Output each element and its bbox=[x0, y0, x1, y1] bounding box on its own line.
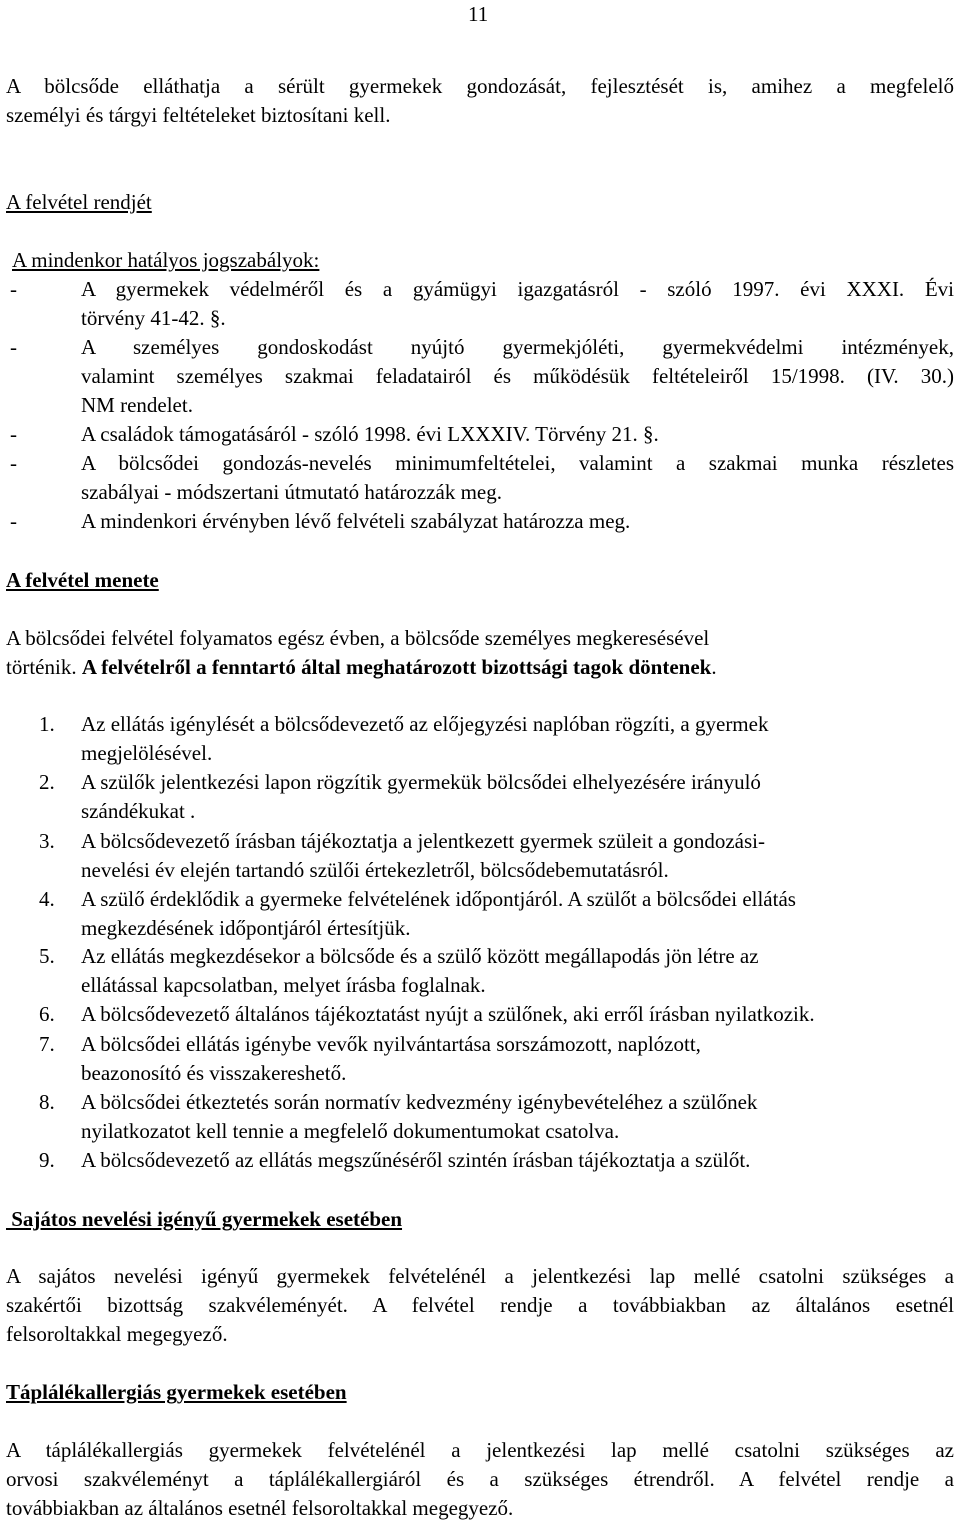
step-line: A szülők jelentkezési lapon rögzítik gyermekük bölcsődei elhelyezésére irányuló bbox=[81, 770, 761, 794]
step-number: 8. bbox=[39, 1090, 55, 1114]
heading-text: A felvétel menete bbox=[6, 568, 159, 592]
list-item bbox=[6, 275, 954, 333]
paragraph-line: orvosi szakvéleményt a táplálékallergiáról és a szükséges étrendről. A felvétel rendje a bbox=[6, 1467, 954, 1491]
section-heading-felvetel-menete bbox=[6, 566, 954, 595]
subheading-text: A mindenkor hatályos jogszabályok: bbox=[12, 248, 320, 272]
list-item-line: valamint személyes szakmai feladatairól és működésük feltételeiről 15/1998. (IV. 30.) bbox=[81, 364, 954, 388]
step-line: szándékukat . bbox=[81, 799, 196, 823]
step-line: A bölcsődei étkeztetés során normatív kedvezmény igénybevételéhez a szülőnek bbox=[81, 1090, 758, 1114]
numbered-step bbox=[6, 1000, 954, 1029]
list-item bbox=[6, 420, 954, 449]
sajatos-nevelesi-paragraph bbox=[6, 1262, 954, 1349]
paragraph-line bbox=[6, 653, 954, 682]
felvetel-menete-paragraph bbox=[6, 624, 954, 682]
step-number: 1. bbox=[39, 712, 55, 736]
step-line: nevelési év elején tartandó szülői értekezletről, bölcsődebemutatásról. bbox=[81, 858, 669, 882]
step-line: Az ellátás megkezdésekor a bölcsőde és a szülő között megállapodás jön létre az bbox=[81, 944, 759, 968]
heading-text: A felvétel rendjét bbox=[6, 190, 152, 214]
intro-paragraph bbox=[6, 72, 954, 130]
list-dash: - bbox=[10, 509, 17, 533]
step-line: megkezdésének időpontjáról értesítjük. bbox=[81, 916, 411, 940]
numbered-step bbox=[6, 885, 954, 943]
heading-text: Táplálékallergiás gyermekek esetében bbox=[6, 1380, 347, 1404]
step-number: 3. bbox=[39, 829, 55, 853]
step-line: nyilatkozatot kell tennie a megfelelő dokumentumokat csatolva. bbox=[81, 1119, 620, 1143]
step-line: megjelölésével. bbox=[81, 741, 213, 765]
step-line: A bölcsődevezető általános tájékoztatást nyújt a szülőnek, aki erről írásban nyilatkozik. bbox=[81, 1002, 815, 1026]
numbered-step bbox=[6, 1088, 954, 1146]
list-item-line: NM rendelet. bbox=[81, 393, 193, 417]
list-item bbox=[6, 449, 954, 507]
step-number: 2. bbox=[39, 770, 55, 794]
intro-line-2: személyi és tárgyi feltételeket biztosítani kell. bbox=[6, 103, 391, 127]
paragraph-line: szakértői bizottság szakvéleményét. A felvétel rendje a továbbiakban az általános esetnél bbox=[6, 1293, 954, 1317]
section-heading-felvetel-rendje bbox=[6, 188, 954, 217]
paragraph-line: továbbiakban az általános esetnél felsoroltakkal megegyező. bbox=[6, 1496, 514, 1520]
list-item-line: A mindenkori érvényben lévő felvételi szabályzat határozza meg. bbox=[81, 509, 631, 533]
section-heading-taplalekallergias bbox=[6, 1378, 954, 1407]
paragraph-line: A táplálékallergiás gyermekek felvételénél a jelentkezési lap mellé csatolni szükséges az bbox=[6, 1438, 954, 1462]
step-line: Az ellátás igénylését a bölcsődevezető az előjegyzési naplóban rögzíti, a gyermek bbox=[81, 712, 769, 736]
numbered-step bbox=[6, 710, 954, 768]
step-line: A bölcsődevezető az ellátás megszűnéséről szintén írásban tájékoztatja a szülőt. bbox=[81, 1148, 751, 1172]
list-dash: - bbox=[10, 277, 17, 301]
step-number: 4. bbox=[39, 887, 55, 911]
heading-text: Sajátos nevelési igényű gyermekek esetében bbox=[6, 1207, 403, 1231]
numbered-step bbox=[6, 1030, 954, 1088]
step-number: 9. bbox=[39, 1148, 55, 1172]
list-item bbox=[6, 333, 954, 420]
paragraph-line: A bölcsődei felvétel folyamatos egész évben, a bölcsőde személyes megkeresésével bbox=[6, 626, 710, 650]
page-number: 11 bbox=[468, 2, 489, 26]
list-dash: - bbox=[10, 335, 17, 359]
list-item bbox=[6, 507, 954, 536]
paragraph-bold-text: A felvételről a fenntartó által meghatározott bizottsági tagok döntenek bbox=[81, 655, 712, 679]
list-dash: - bbox=[10, 422, 17, 446]
step-number: 6. bbox=[39, 1002, 55, 1026]
step-line: A szülő érdeklődik a gyermeke felvételének időpontjáról. A szülőt a bölcsődei ellátás bbox=[81, 887, 796, 911]
section-heading-sajatos-nevelesi bbox=[6, 1205, 954, 1234]
numbered-step bbox=[6, 942, 954, 1000]
list-item-line: A családok támogatásáról - szóló 1998. évi LXXXIV. Törvény 21. §. bbox=[81, 422, 659, 446]
intro-line-1: A bölcsőde elláthatja a sérült gyermekek gondozását, fejlesztését is, amihez a megfelelő bbox=[6, 74, 954, 98]
list-item-line: szabályai - módszertani útmutató határozzák meg. bbox=[81, 480, 502, 504]
list-item-line: A bölcsődei gondozás-nevelés minimumfeltételei, valamint a szakmai munka részletes bbox=[81, 451, 954, 475]
list-item-line: A személyes gondoskodást nyújtó gyermekjóléti, gyermekvédelmi intézmények, bbox=[81, 335, 954, 359]
step-line: beazonosító és visszakereshető. bbox=[81, 1061, 347, 1085]
step-line: A bölcsődevezető írásban tájékoztatja a jelentkezett gyermek szüleit a gondozási- bbox=[81, 829, 765, 853]
step-number: 5. bbox=[39, 944, 55, 968]
list-item-line: A gyermekek védelméről és a gyámügyi igazgatásról - szóló 1997. évi XXXI. Évi bbox=[81, 277, 954, 301]
numbered-step bbox=[6, 1146, 954, 1175]
subheading-jogszabalyok bbox=[12, 246, 960, 275]
numbered-step bbox=[6, 827, 954, 885]
taplalekallergias-paragraph bbox=[6, 1436, 954, 1523]
step-number: 7. bbox=[39, 1032, 55, 1056]
paragraph-plain-text: történik. bbox=[6, 655, 82, 679]
step-line: ellátással kapcsolatban, melyet írásba foglalnak. bbox=[81, 973, 486, 997]
paragraph-line: felsoroltakkal megegyező. bbox=[6, 1322, 228, 1346]
paragraph-end: . bbox=[711, 655, 717, 679]
paragraph-line: A sajátos nevelési igényű gyermekek felvételénél a jelentkezési lap mellé csatolni szükséges a bbox=[6, 1264, 954, 1288]
step-line: A bölcsődei ellátás igénybe vevők nyilvántartása sorszámozott, naplózott, bbox=[81, 1032, 701, 1056]
list-dash: - bbox=[10, 451, 17, 475]
list-item-line: törvény 41-42. §. bbox=[81, 306, 226, 330]
numbered-step bbox=[6, 768, 954, 826]
